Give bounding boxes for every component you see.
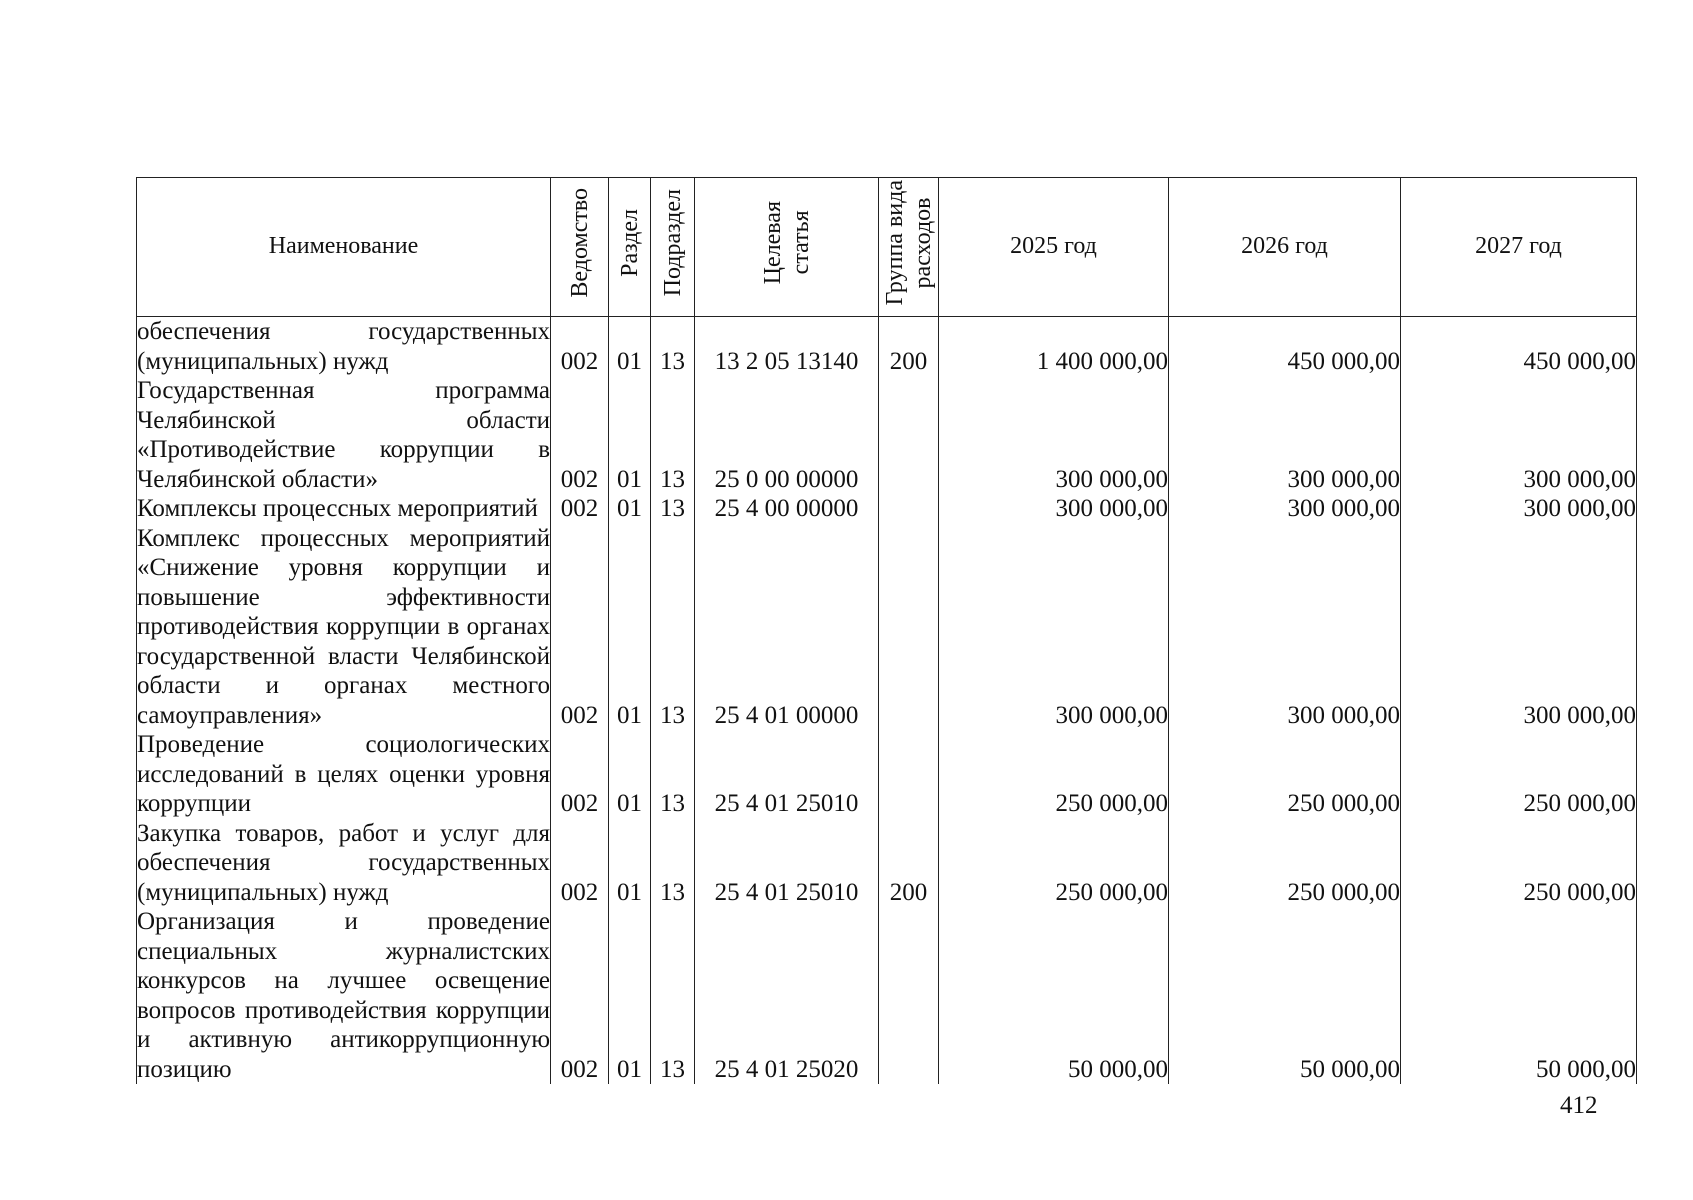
- row-department: 002: [551, 376, 609, 494]
- header-target-line2: статья: [787, 210, 814, 275]
- row-target: 25 4 01 25010: [695, 819, 879, 908]
- row-2027: 300 000,00: [1401, 524, 1637, 731]
- row-2026: 300 000,00: [1169, 524, 1401, 731]
- row-department: 002: [551, 907, 609, 1084]
- header-group-line2: расходов: [909, 197, 936, 289]
- header-2025: 2025 год: [939, 178, 1169, 317]
- row-section: 01: [609, 376, 651, 494]
- row-2027: 50 000,00: [1401, 907, 1637, 1084]
- header-group-label: [881, 180, 937, 305]
- row-2027: 250 000,00: [1401, 819, 1637, 908]
- table-row: [137, 494, 1637, 524]
- row-subsection: 13: [651, 376, 695, 494]
- page-number: 412: [1560, 1092, 1598, 1119]
- table-row: [137, 317, 1637, 377]
- row-group: 200: [879, 317, 939, 377]
- table-row: [137, 524, 1637, 731]
- row-group: [879, 907, 939, 1084]
- row-section: 01: [609, 524, 651, 731]
- row-department: 002: [551, 524, 609, 731]
- budget-table: [136, 177, 1637, 1084]
- table-header-row: [137, 178, 1637, 317]
- table-row: [137, 819, 1637, 908]
- row-name: Проведение социологических исследований в целях оценки уровня коррупции: [137, 731, 550, 817]
- row-subsection: 13: [651, 524, 695, 731]
- row-target: 25 4 01 00000: [695, 524, 879, 731]
- header-2027: 2027 год: [1401, 178, 1637, 317]
- row-subsection: 13: [651, 317, 695, 377]
- row-name: Комплексы процессных мероприятий: [137, 494, 551, 524]
- header-group-line1: Группа вида: [881, 180, 908, 306]
- row-2026: 300 000,00: [1169, 494, 1401, 524]
- table-row: [137, 907, 1637, 1084]
- header-group: [879, 178, 939, 317]
- row-target: 13 2 05 13140: [695, 317, 879, 377]
- row-2027: 300 000,00: [1401, 376, 1637, 494]
- header-department-label: Ведомство: [566, 187, 593, 298]
- row-name: Организация и проведение специальных журналистских конкурсов на лучшее освещение вопросов противодействия коррупции и активную антикоррупционную позицию: [137, 908, 550, 1083]
- row-name: Закупка товаров, работ и услуг для обеспечения государственных (муниципальных) нужд: [137, 819, 550, 906]
- row-group: [879, 730, 939, 819]
- row-group: [879, 524, 939, 731]
- row-name: обеспечения государственных (муниципальных) нужд: [137, 318, 550, 375]
- row-department: 002: [551, 730, 609, 819]
- row-section: 01: [609, 819, 651, 908]
- row-section: 01: [609, 730, 651, 819]
- row-target: 25 4 00 00000: [695, 494, 879, 524]
- header-name: Наименование: [137, 178, 551, 317]
- row-name: Комплекс процессных мероприятий «Снижение уровня коррупции и повышение эффективности противодействия коррупции в органах государственной власти Челябинской области и органах местного самоуправления»: [137, 524, 550, 729]
- row-2025: 250 000,00: [939, 730, 1169, 819]
- row-2025: 50 000,00: [939, 907, 1169, 1084]
- row-group: 200: [879, 819, 939, 908]
- row-2026: 450 000,00: [1169, 317, 1401, 377]
- row-target: 25 4 01 25020: [695, 907, 879, 1084]
- table-row: [137, 376, 1637, 494]
- row-2025: 300 000,00: [939, 376, 1169, 494]
- header-department: [551, 178, 609, 317]
- row-group: [879, 494, 939, 524]
- row-department: 002: [551, 494, 609, 524]
- row-department: 002: [551, 317, 609, 377]
- row-name: Государственная программа Челябинской области «Противодействие коррупции в Челябинской области»: [137, 377, 550, 493]
- header-subsection: [651, 178, 695, 317]
- row-2026: 250 000,00: [1169, 730, 1401, 819]
- row-2027: 450 000,00: [1401, 317, 1637, 377]
- row-2025: 1 400 000,00: [939, 317, 1169, 377]
- row-2027: 250 000,00: [1401, 730, 1637, 819]
- row-section: 01: [609, 907, 651, 1084]
- row-subsection: 13: [651, 494, 695, 524]
- row-2025: 300 000,00: [939, 524, 1169, 731]
- header-target-line1: Целевая: [759, 201, 786, 285]
- row-2026: 250 000,00: [1169, 819, 1401, 908]
- row-2026: 50 000,00: [1169, 907, 1401, 1084]
- row-subsection: 13: [651, 907, 695, 1084]
- row-2027: 300 000,00: [1401, 494, 1637, 524]
- row-section: 01: [609, 317, 651, 377]
- row-target: 25 0 00 00000: [695, 376, 879, 494]
- header-2026: 2026 год: [1169, 178, 1401, 317]
- row-subsection: 13: [651, 819, 695, 908]
- header-target-label: [759, 201, 815, 284]
- row-2025: 300 000,00: [939, 494, 1169, 524]
- row-section: 01: [609, 494, 651, 524]
- header-section-label: Раздел: [616, 208, 643, 277]
- budget-sheet: [136, 177, 1636, 1089]
- header-subsection-label: Подраздел: [659, 189, 686, 297]
- header-target: [695, 178, 879, 317]
- row-department: 002: [551, 819, 609, 908]
- header-section: [609, 178, 651, 317]
- row-2025: 250 000,00: [939, 819, 1169, 908]
- row-subsection: 13: [651, 730, 695, 819]
- row-target: 25 4 01 25010: [695, 730, 879, 819]
- table-row: [137, 730, 1637, 819]
- row-2026: 300 000,00: [1169, 376, 1401, 494]
- row-group: [879, 376, 939, 494]
